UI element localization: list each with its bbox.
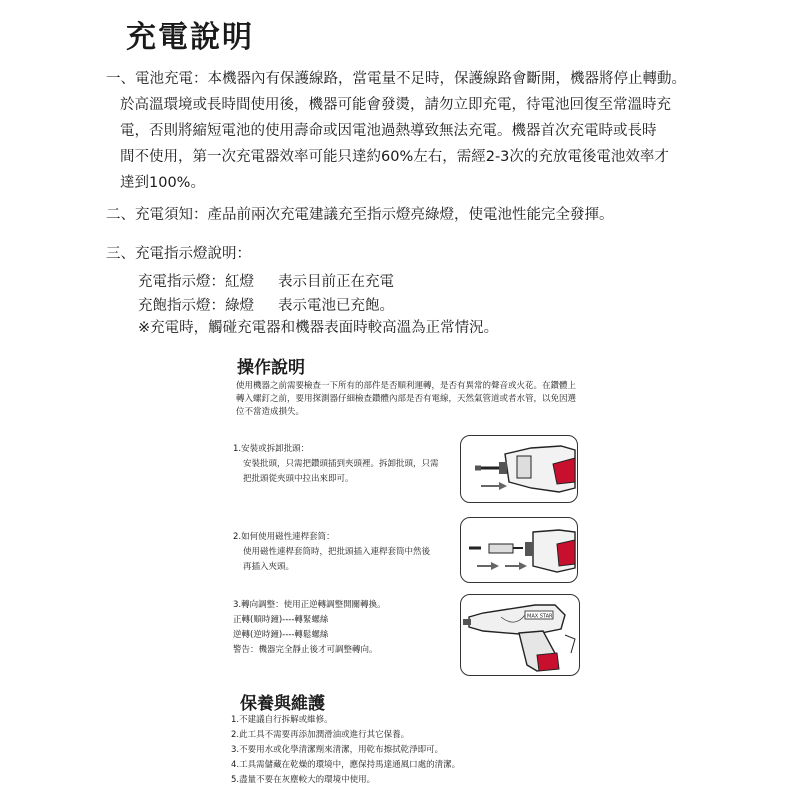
indicator-desc: 表示目前正在充電 [278, 274, 394, 290]
electric-screwdriver-icon [461, 595, 579, 675]
step-line: 警告：機器完全靜止後才可調整轉向。 [233, 645, 378, 655]
illustration-drill-direction [460, 594, 580, 676]
indicator-label: 充電指示燈：紅燈 [138, 274, 254, 290]
care-item: 4.工具需儲藏在乾燥的環境中，應保持馬達通風口處的清潔。 [231, 760, 461, 770]
section-line: 於高溫環境或長時間使用後，機器可能會發燙，請勿立即充電，待電池回復至常溫時充 [120, 97, 671, 113]
indicator-label: 充飽指示燈：綠燈 [138, 298, 254, 314]
section-battery-charging [106, 66, 706, 196]
operation-step-1 [233, 442, 458, 487]
operation-step-2 [233, 530, 458, 575]
step-title: 1.安裝或拆卸批頭： [233, 444, 310, 454]
section-line: 一、電池充電：本機器內有保護線路，當電量不足時，保護線路會斷開，機器將停止轉動。 [106, 71, 686, 87]
step-title: 3.轉向調整：使用正逆轉調整開關轉換。 [233, 600, 386, 610]
care-title: 保養與維護 [240, 694, 325, 714]
extension-sleeve-icon [461, 518, 577, 582]
screwdriver-bit-icon [461, 436, 577, 502]
illustration-magnetic-extension [460, 517, 578, 583]
section-line: 間不使用，第一次充電器效率可能只達約60%左右，需經2-3次的充放電後電池效率才 [120, 149, 669, 165]
brand-label: MAX STAR [527, 613, 553, 620]
care-item: 3.不要用水或化學清潔劑來清潔，用乾布擦拭乾淨即可。 [231, 745, 444, 755]
care-item: 1.不建議自行拆解或維修。 [231, 715, 333, 725]
operation-step-3 [233, 598, 458, 658]
care-item: 5.盡量不要在灰塵較大的環境中使用。 [231, 775, 376, 785]
operation-intro: 使用機器之前需要檢查一下所有的部件是否順利運轉，是否有異常的聲音或火花。在鑽體上轉入螺釘之前，要用探測器仔細檢查鑽體內部是否有電線，天然氣管道或者水管，以免因選位不當造成損失。 [236, 381, 577, 417]
step-line: 正轉(順時鐘)----轉緊螺絲 [233, 615, 329, 625]
page-title: 充電說明 [126, 20, 254, 55]
illustration-install-bit [460, 435, 578, 503]
step-title: 2.如何使用磁性連桿套筒： [233, 532, 335, 542]
care-list [231, 713, 460, 788]
section-line: 電，否則將縮短電池的使用壽命或因電池過熱導致無法充電。機器首次充電時或長時 [120, 123, 657, 139]
step-line: 安裝批頭，只需把鑽頭插到夾頭裡。拆卸批頭，只需 [243, 459, 439, 469]
step-line: 逆轉(逆時鐘)----轉鬆螺絲 [233, 630, 329, 640]
step-line: 再插入夾頭。 [243, 562, 295, 572]
indicator-desc: 表示電池已充飽。 [278, 298, 394, 314]
section-indicator-title: 三、充電指示燈說明： [106, 246, 251, 262]
step-line: 使用磁性連桿套筒時，把批頭插入連桿套筒中然後 [243, 547, 431, 557]
section-line: 達到100%。 [120, 175, 205, 191]
care-item: 2.此工具不需要再添加潤滑油或進行其它保養。 [231, 730, 410, 740]
operation-title: 操作說明 [237, 358, 305, 378]
charging-temperature-note: ※充電時，觸碰充電器和機器表面時較高溫為正常情況。 [138, 320, 499, 336]
step-line: 把批頭從夾頭中拉出來即可。 [243, 474, 354, 484]
section-charging-notice: 二、充電須知：產品前兩次充電建議充至指示燈亮綠燈，使電池性能完全發揮。 [106, 207, 614, 223]
